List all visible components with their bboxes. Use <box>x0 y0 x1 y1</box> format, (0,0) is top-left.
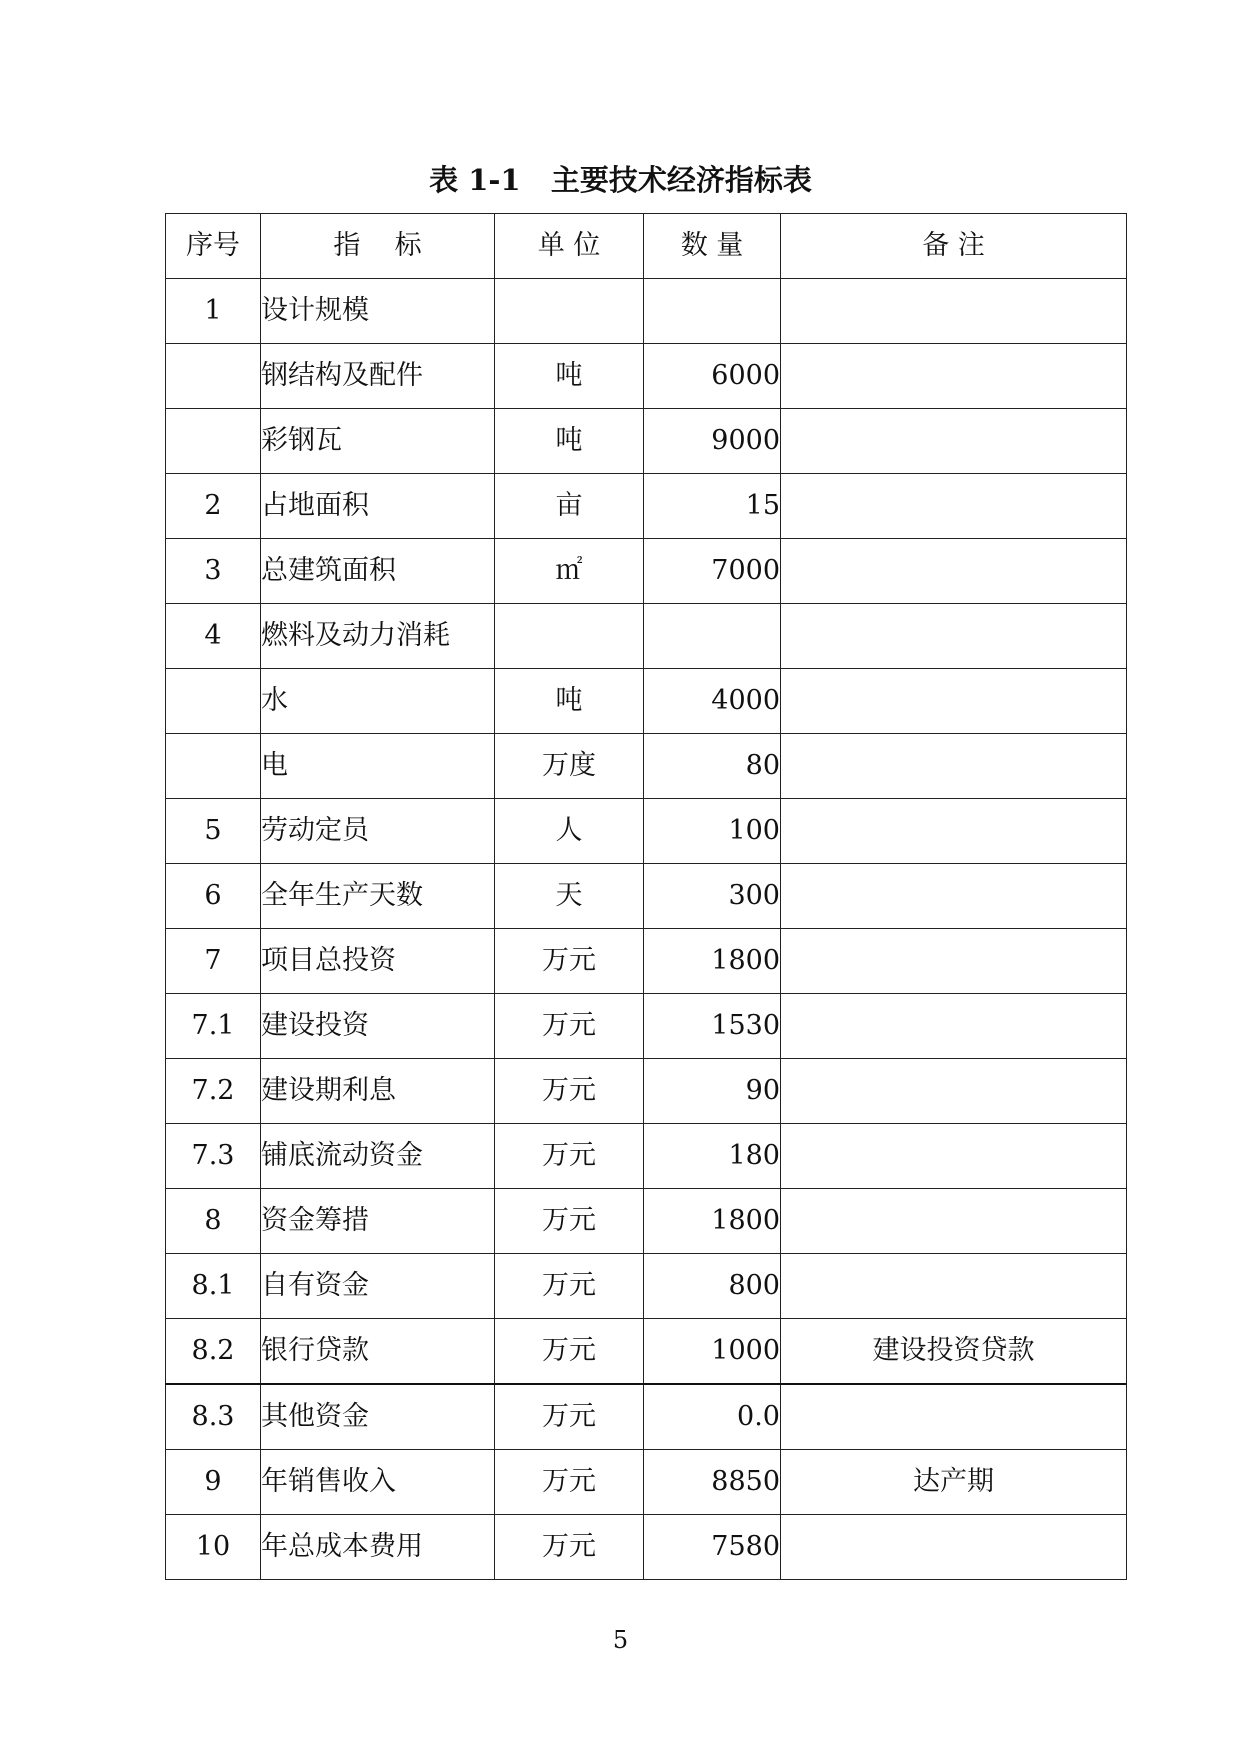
cell-indicator: 建设投资 <box>261 994 495 1059</box>
cell-remark <box>781 1124 1127 1189</box>
cell-indicator: 银行贷款 <box>261 1319 495 1385</box>
table-row <box>166 539 1127 604</box>
cell-no: 8.2 <box>166 1319 261 1385</box>
cell-no <box>166 344 261 409</box>
cell-no: 8.1 <box>166 1254 261 1319</box>
table-row <box>166 474 1127 539</box>
cell-no: 7.3 <box>166 1124 261 1189</box>
cell-indicator: 水 <box>261 669 495 734</box>
cell-quantity: 1530 <box>644 994 781 1059</box>
cell-no: 8 <box>166 1189 261 1254</box>
cell-quantity: 300 <box>644 864 781 929</box>
cell-unit: 万元 <box>495 1384 644 1450</box>
header-remark: 备 注 <box>781 214 1127 279</box>
cell-no <box>166 734 261 799</box>
cell-quantity: 800 <box>644 1254 781 1319</box>
cell-remark <box>781 474 1127 539</box>
cell-no: 3 <box>166 539 261 604</box>
cell-remark <box>781 1384 1127 1450</box>
cell-remark: 建设投资贷款 <box>781 1319 1127 1385</box>
cell-unit: 天 <box>495 864 644 929</box>
page-number: 5 <box>612 1626 629 1654</box>
cell-quantity: 180 <box>644 1124 781 1189</box>
cell-unit: 万元 <box>495 1319 644 1385</box>
cell-indicator: 电 <box>261 734 495 799</box>
cell-quantity: 1000 <box>644 1319 781 1385</box>
cell-quantity: 8850 <box>644 1450 781 1515</box>
cell-no: 4 <box>166 604 261 669</box>
table-row <box>166 994 1127 1059</box>
cell-quantity: 9000 <box>644 409 781 474</box>
cell-remark <box>781 994 1127 1059</box>
cell-remark <box>781 344 1127 409</box>
cell-quantity: 7580 <box>644 1515 781 1580</box>
cell-unit: 万元 <box>495 1254 644 1319</box>
economic-indicators-table <box>165 213 1127 1580</box>
cell-unit: 万元 <box>495 1124 644 1189</box>
cell-quantity: 80 <box>644 734 781 799</box>
cell-remark <box>781 604 1127 669</box>
cell-quantity: 4000 <box>644 669 781 734</box>
table-row <box>166 1059 1127 1124</box>
cell-unit: 万元 <box>495 929 644 994</box>
table-row <box>166 1319 1127 1385</box>
table-row <box>166 669 1127 734</box>
table-row <box>166 1189 1127 1254</box>
cell-quantity: 7000 <box>644 539 781 604</box>
cell-unit: ㎡ <box>495 539 644 604</box>
cell-no: 8.3 <box>166 1384 261 1450</box>
cell-no: 9 <box>166 1450 261 1515</box>
cell-remark: 达产期 <box>781 1450 1127 1515</box>
cell-unit: 万元 <box>495 994 644 1059</box>
cell-indicator: 燃料及动力消耗 <box>261 604 495 669</box>
cell-unit: 人 <box>495 799 644 864</box>
cell-indicator: 自有资金 <box>261 1254 495 1319</box>
table-row <box>166 734 1127 799</box>
cell-indicator: 年总成本费用 <box>261 1515 495 1580</box>
table-row <box>166 1515 1127 1580</box>
cell-indicator: 资金筹措 <box>261 1189 495 1254</box>
cell-indicator: 设计规模 <box>261 279 495 344</box>
cell-indicator: 其他资金 <box>261 1384 495 1450</box>
cell-quantity: 6000 <box>644 344 781 409</box>
cell-indicator: 总建筑面积 <box>261 539 495 604</box>
table-row <box>166 1384 1127 1450</box>
table-row <box>166 864 1127 929</box>
cell-indicator: 建设期利息 <box>261 1059 495 1124</box>
cell-remark <box>781 864 1127 929</box>
table-body <box>166 279 1127 1580</box>
cell-remark <box>781 799 1127 864</box>
cell-unit: 万元 <box>495 1515 644 1580</box>
cell-indicator: 占地面积 <box>261 474 495 539</box>
cell-unit: 万元 <box>495 1450 644 1515</box>
cell-unit <box>495 604 644 669</box>
header-unit: 单 位 <box>495 214 644 279</box>
header-indicator: 指 标 <box>261 214 495 279</box>
cell-quantity: 0.0 <box>644 1384 781 1450</box>
table-row <box>166 1450 1127 1515</box>
cell-remark <box>781 1515 1127 1580</box>
cell-no: 7.2 <box>166 1059 261 1124</box>
table-row <box>166 604 1127 669</box>
cell-unit: 亩 <box>495 474 644 539</box>
cell-quantity: 1800 <box>644 1189 781 1254</box>
table-title: 表 1-1 主要技术经济指标表 <box>429 163 812 197</box>
cell-indicator: 全年生产天数 <box>261 864 495 929</box>
cell-unit <box>495 279 644 344</box>
cell-quantity: 1800 <box>644 929 781 994</box>
table-row <box>166 799 1127 864</box>
table-row <box>166 929 1127 994</box>
cell-no: 10 <box>166 1515 261 1580</box>
cell-no: 7.1 <box>166 994 261 1059</box>
cell-no: 6 <box>166 864 261 929</box>
cell-remark <box>781 929 1127 994</box>
cell-indicator: 铺底流动资金 <box>261 1124 495 1189</box>
cell-indicator: 年销售收入 <box>261 1450 495 1515</box>
cell-remark <box>781 409 1127 474</box>
header-no: 序号 <box>166 214 261 279</box>
cell-remark <box>781 734 1127 799</box>
table-row <box>166 279 1127 344</box>
cell-unit: 万元 <box>495 1189 644 1254</box>
cell-unit: 吨 <box>495 344 644 409</box>
table-header-row <box>166 214 1127 279</box>
cell-unit: 吨 <box>495 409 644 474</box>
cell-no <box>166 669 261 734</box>
cell-no: 5 <box>166 799 261 864</box>
cell-indicator: 钢结构及配件 <box>261 344 495 409</box>
cell-remark <box>781 669 1127 734</box>
cell-quantity: 15 <box>644 474 781 539</box>
table-row <box>166 1124 1127 1189</box>
cell-remark <box>781 279 1127 344</box>
cell-remark <box>781 539 1127 604</box>
cell-remark <box>781 1254 1127 1319</box>
header-quantity: 数 量 <box>644 214 781 279</box>
table-row <box>166 409 1127 474</box>
cell-unit: 万元 <box>495 1059 644 1124</box>
cell-quantity <box>644 604 781 669</box>
cell-indicator: 彩钢瓦 <box>261 409 495 474</box>
cell-indicator: 项目总投资 <box>261 929 495 994</box>
cell-quantity <box>644 279 781 344</box>
cell-no: 2 <box>166 474 261 539</box>
cell-no <box>166 409 261 474</box>
cell-remark <box>781 1059 1127 1124</box>
table-row <box>166 344 1127 409</box>
cell-quantity: 100 <box>644 799 781 864</box>
cell-no: 1 <box>166 279 261 344</box>
table-row <box>166 1254 1127 1319</box>
cell-no: 7 <box>166 929 261 994</box>
cell-remark <box>781 1189 1127 1254</box>
cell-indicator: 劳动定员 <box>261 799 495 864</box>
cell-quantity: 90 <box>644 1059 781 1124</box>
cell-unit: 万度 <box>495 734 644 799</box>
cell-unit: 吨 <box>495 669 644 734</box>
